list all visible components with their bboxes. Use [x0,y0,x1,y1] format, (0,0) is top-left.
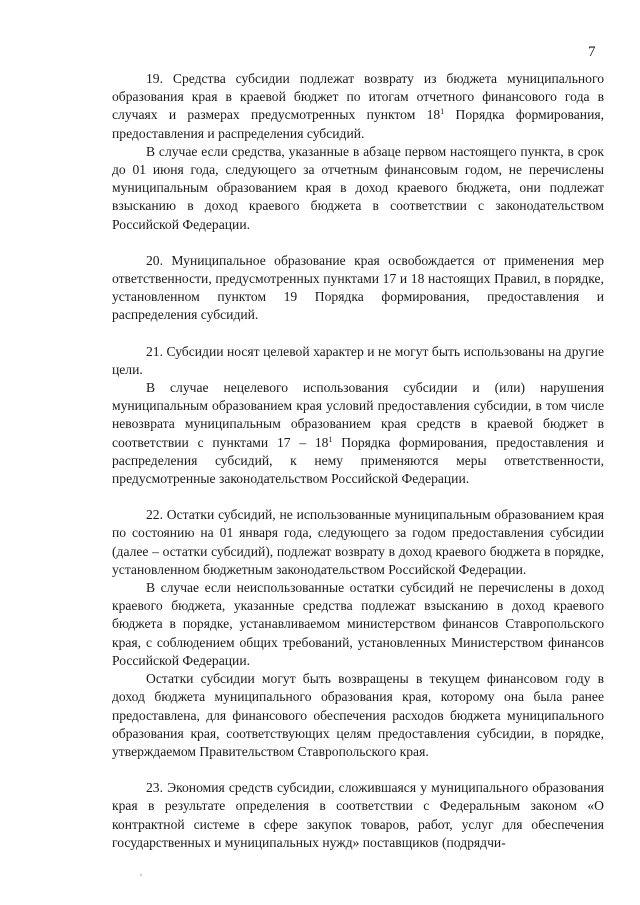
paragraph-21: 21. Субсидии носят целевой характер и не могут быть использованы на другие цели. [112,343,604,377]
scan-artifact [140,874,142,876]
paragraph-22-part-2: В случае если неиспользованные остатки субсидий не перечислены в доход краевого бюджета, указанные средства подлежат взысканию в доход краевого бюджета в порядке, устанавливаемом министерством финансов Ставропольского края, с соблюдением общих требований, установленных Министерством финансов Российской Федерации. [112,580,604,668]
superscript: 1 [328,434,333,444]
paragraph-20: 20. Муниципальное образование края освобождается от применения мер ответственности, предусмотренных пунктами 17 и 18 настоящих Правил, в порядке, установленном пунктом 19 Порядка формирования, предоставления и распределения субсидий. [112,252,604,323]
paragraph-22: 22. Остатки субсидий, не использованные муниципальным образованием края по состоянию на 01 января года, следующего за годом предоставления субсидии (далее – остатки субсидий), подлежат возврату в доход краевого бюджета в порядке, установленном бюджетным законодательством Российской Федерации. [112,507,604,577]
paragraph-19: 19. Средства субсидии подлежат возврату из бюджета муниципального образования края в краевой бюджет по итогам отчетного финансового года в случаях и размерах предусмотренных пунктом $18^1$ Порядка формирования, предоставления и распределения субсидий. [112,71,604,141]
paragraph-21-part-2: В случае нецелевого использования субсидии и (или) нарушения муниципальным образованием края условий предоставления субсидии, в том числе невозврата муниципальным образованием края средств в краевой бюджет в соответствии с пунктами $17 - 18^1$ Порядка формирования, предоставления и распределения субсидий, к нему применяются меры ответственности, предусмотренные законодательством Российской Федерации. [112,380,605,487]
paragraph-23: 23. Экономия средств субсидии, сложившаяся у муниципального образования края в результате определения в соответствии с Федеральным законом «О контрактной системе в сфере закупок товаров, работ, услуг для обеспечения государственных и муниципальных нужд» поставщиков (подрядчи- [112,780,604,850]
paragraph-22-part-3: Остатки субсидии могут быть возвращены в текущем финансовом году в доход бюджета муниципального образования края, которому она была ранее предоставлена, для финансового обеспечения расходов бюджета муниципального образования края, соответствующих целям предоставления субсидии, в порядке, утверждаемом Правительством Ставропольского края. [112,671,604,759]
document-body [112,70,604,852]
paragraph-19-part-2: В случае если средства, указанные в абзаце первом настоящего пункта, в срок до 01 июня года, следующего за отчетным финансовым годом, не перечислены муниципальным образованием края в доход краевого бюджета, они подлежат взысканию в доход краевого бюджета в соответствии с законодательством Российской Федерации. [112,143,604,232]
superscript: 1 [440,107,445,117]
page-number: 7 [588,44,596,60]
